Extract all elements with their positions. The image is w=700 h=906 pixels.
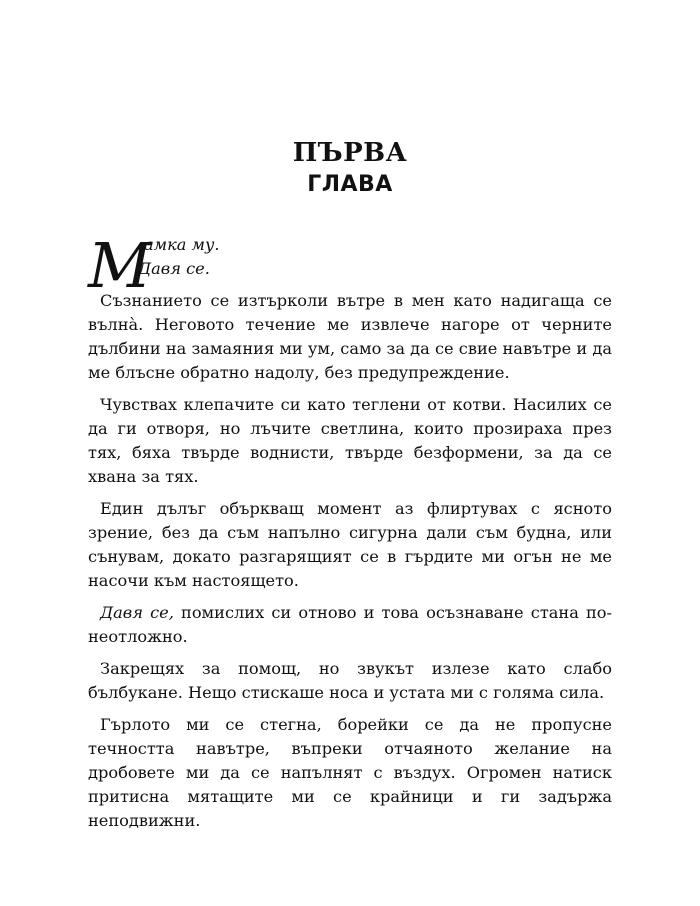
paragraph-6: Гърлото ми се стегна, борейки се да не пропусне течността навътре, въпреки отчаяното желание на дробовете ми да се напълнят с въздух. Огромен натиск притисна мятащите ми се крайници и ги задържа неподвижни. (88, 715, 612, 830)
opening-line-2: Давя се. (138, 259, 210, 278)
paragraph-4 (88, 601, 612, 649)
drop-cap: М (88, 229, 152, 302)
paragraph-1: Съзнанието се изтъркoли вътре в мен като надигаща се вълнà. Неговото течение ме извлече нагоре от черните дълбини на замаяния ми ум, само за да се свие навътре и да ме блъсне обратно надолу, без предупреждение. (88, 291, 612, 382)
chapter-label: ГЛАВА (307, 172, 393, 197)
opening-lines (88, 229, 612, 302)
paragraph-5: Закрещях за помощ, но звукът излезе като слабо бълбукане. Нещо стискаше носа и устата ми с голяма сила. (88, 659, 612, 702)
paragraph-4-italic: Давя се, (100, 603, 174, 622)
paragraph-4-rest: помислих си отново и това осъзнаване стана по-неотложно. (88, 603, 613, 646)
paragraph-2: Чувствах клепачите си като теглени от котви. Насилих се да ги отворя, но лъчите светлина, които прозираха през тях, бяха твърде воднисти, твърде безформени, за да се хвана за тях. (88, 395, 612, 486)
chapter-body (88, 229, 613, 841)
opening-line-1: амка му. (144, 235, 220, 254)
paragraph-3: Един дълъг объркващ момент аз флиртувах с ясното зрение, без да съм напълно сигурна дали съм будна, или сънувам, докато разгарящият се в гърдите ми огън не ме насочи към настоящето. (88, 499, 612, 590)
book-page (88, 0, 612, 906)
chapter-number: ПЪРВА (292, 138, 408, 168)
